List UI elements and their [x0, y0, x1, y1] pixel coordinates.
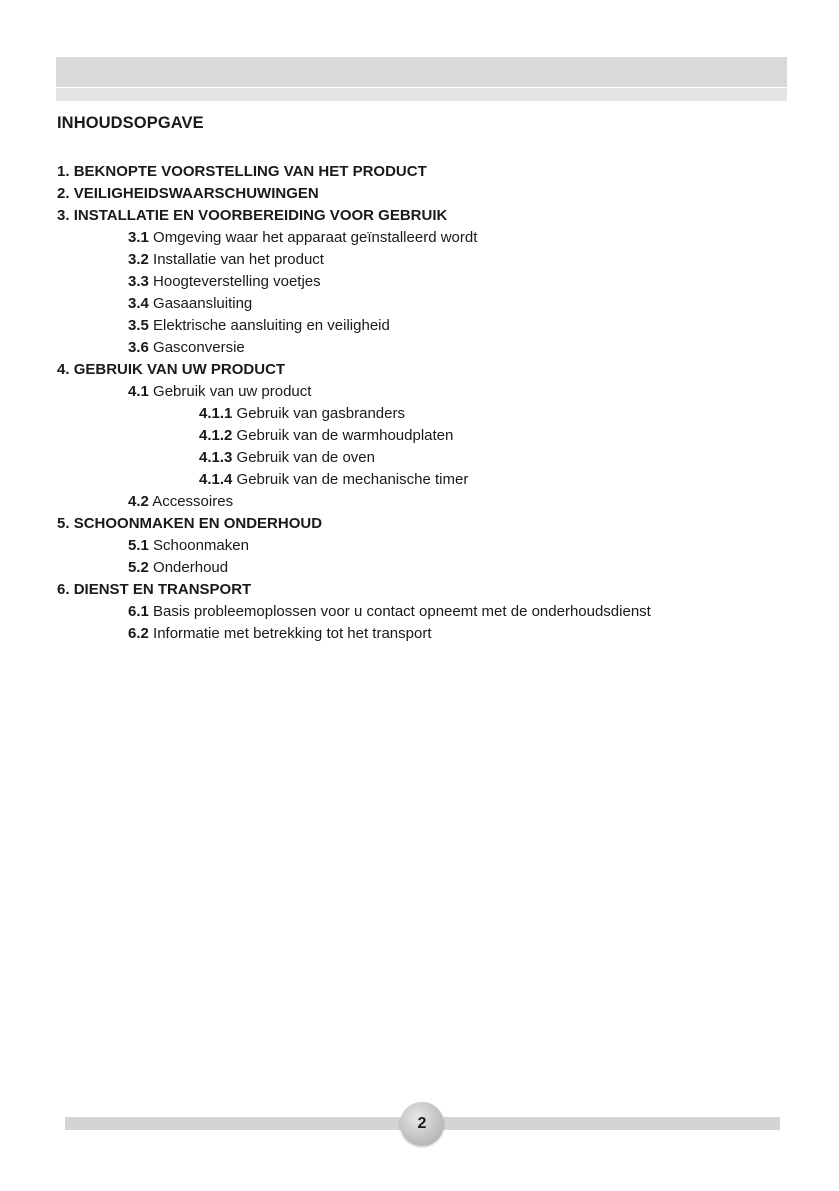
toc-entry: [57, 579, 797, 601]
toc-entry-number: 5.: [57, 515, 70, 532]
toc-entry: [57, 513, 797, 535]
toc-entry: [57, 535, 797, 557]
toc-entry-number: 4.1.2: [199, 427, 233, 444]
toc-entry-text: Gebruik van uw product: [153, 383, 312, 400]
toc-entry-number: 3.4: [128, 295, 149, 312]
toc-entry-number: 4.: [57, 361, 70, 378]
toc-entry-text: Gebruik van de mechanische timer: [236, 471, 469, 488]
table-of-contents: [57, 161, 797, 645]
header-bar-underline: [56, 88, 787, 101]
toc-entry-text: Hoogteverstelling voetjes: [153, 273, 321, 290]
toc-entry: [57, 205, 797, 227]
toc-entry: [57, 161, 797, 183]
toc-entry: [57, 381, 797, 403]
toc-entry-text: Gasaansluiting: [153, 295, 253, 312]
toc-entry-number: 6.1: [128, 603, 149, 620]
toc-entry-number: 1.: [57, 163, 70, 180]
toc-entry: [57, 425, 797, 447]
toc-entry: [57, 249, 797, 271]
toc-entry-text: INSTALLATIE EN VOORBEREIDING VOOR GEBRUIK: [73, 207, 448, 224]
page-title: INHOUDSOPGAVE: [57, 114, 204, 132]
toc-entry-text: Gasconversie: [153, 339, 245, 356]
toc-entry-text: DIENST EN TRANSPORT: [73, 581, 252, 598]
toc-entry-text: Installatie van het product: [153, 251, 324, 268]
toc-entry-text: Schoonmaken: [153, 537, 249, 554]
toc-entry: [57, 623, 797, 645]
toc-entry-text: Gebruik van de warmhoudplaten: [236, 427, 454, 444]
toc-entry-number: 4.1.1: [199, 405, 233, 422]
toc-entry-text: Informatie met betrekking tot het transport: [153, 625, 432, 642]
header-bar: [56, 57, 787, 87]
toc-entry-text: SCHOONMAKEN EN ONDERHOUD: [73, 515, 323, 532]
toc-entry-number: 4.2: [128, 493, 149, 510]
toc-entry: [57, 293, 797, 315]
toc-entry-text: Basis probleemoplossen voor u contact opneemt met de onderhoudsdienst: [153, 603, 651, 620]
toc-entry-number: 2.: [57, 185, 70, 202]
toc-entry-text: Gebruik van gasbranders: [236, 405, 405, 422]
toc-entry-number: 5.1: [128, 537, 149, 554]
toc-entry-number: 4.1.3: [199, 449, 233, 466]
toc-entry-number: 3.5: [128, 317, 149, 334]
toc-entry-number: 4.1.4: [199, 471, 233, 488]
toc-entry-number: 6.: [57, 581, 70, 598]
toc-entry-text: GEBRUIK VAN UW PRODUCT: [73, 361, 286, 378]
toc-entry: [57, 557, 797, 579]
toc-entry-number: 6.2: [128, 625, 149, 642]
toc-entry-number: 3.3: [128, 273, 149, 290]
toc-entry: [57, 491, 797, 513]
toc-entry-number: 3.1: [128, 229, 149, 246]
toc-entry-text: VEILIGHEIDSWAARSCHUWINGEN: [73, 185, 319, 202]
toc-entry: [57, 315, 797, 337]
toc-entry-number: 3.6: [128, 339, 149, 356]
toc-entry-number: 5.2: [128, 559, 149, 576]
toc-entry: [57, 337, 797, 359]
toc-entry: [57, 227, 797, 249]
toc-entry-text: BEKNOPTE VOORSTELLING VAN HET PRODUCT: [73, 163, 427, 180]
toc-entry-text: Accessoires: [152, 493, 234, 510]
toc-entry: [57, 469, 797, 491]
page-number-badge: 2: [400, 1102, 444, 1146]
toc-entry-text: Omgeving waar het apparaat geïnstalleerd wordt: [153, 229, 478, 246]
toc-entry: [57, 447, 797, 469]
toc-entry: [57, 359, 797, 381]
toc-entry: [57, 183, 797, 205]
toc-entry: [57, 601, 797, 623]
toc-entry-number: 4.1: [128, 383, 149, 400]
toc-entry-text: Onderhoud: [153, 559, 229, 576]
toc-entry-number: 3.: [57, 207, 70, 224]
toc-entry-text: Gebruik van de oven: [236, 449, 375, 466]
toc-entry-text: Elektrische aansluiting en veiligheid: [153, 317, 390, 334]
toc-entry: [57, 403, 797, 425]
toc-entry: [57, 271, 797, 293]
toc-entry-number: 3.2: [128, 251, 149, 268]
